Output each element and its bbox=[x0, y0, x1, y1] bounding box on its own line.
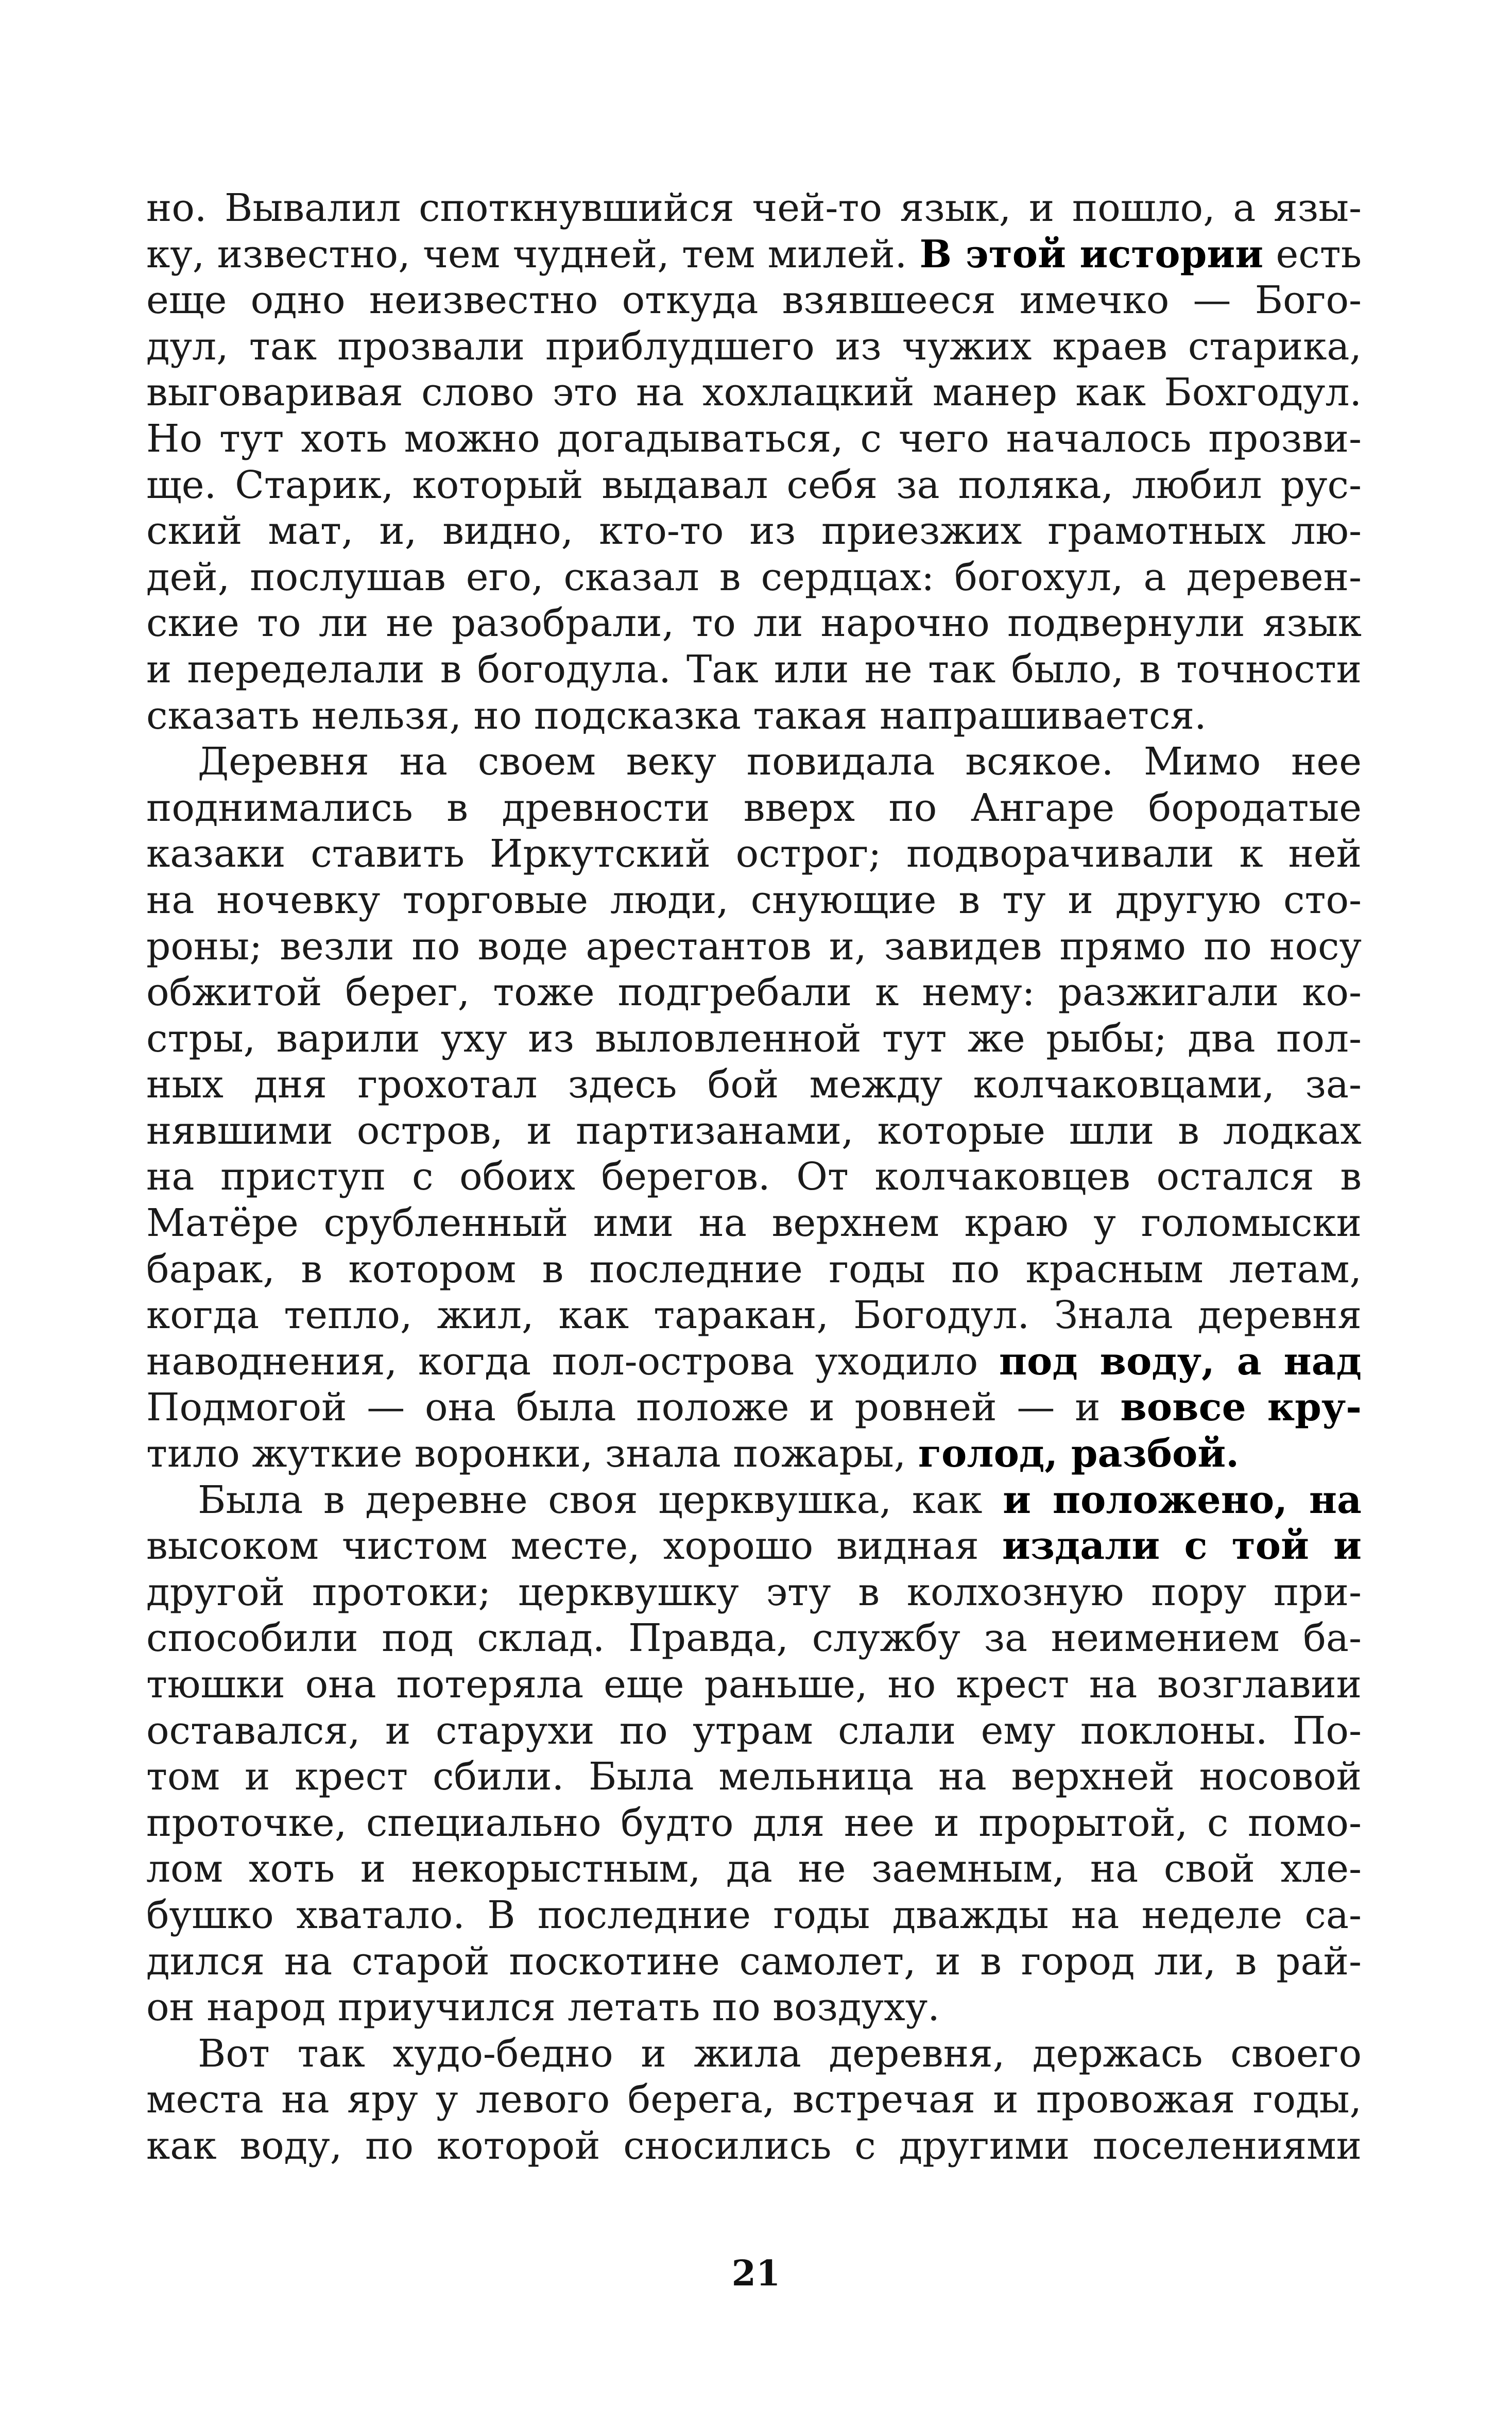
text-segment: на ночевку торговые люди, снующие в ту и другую сто- bbox=[146, 878, 1362, 922]
text-line bbox=[146, 878, 1362, 924]
text-segment: наводнения, когда пол-острова уходило bbox=[146, 1339, 999, 1384]
text-line bbox=[146, 739, 1362, 785]
text-line bbox=[146, 831, 1362, 878]
text-segment: лом хоть и некорыстным, да не заемным, на свой хле- bbox=[146, 1847, 1362, 1891]
text-line bbox=[146, 232, 1362, 278]
bold-text-segment: вовсе кру- bbox=[1120, 1385, 1362, 1430]
text-segment: нявшими остров, и партизанами, которые шли в лодках bbox=[146, 1108, 1362, 1153]
text-segment: высоком чистом месте, хорошо видная bbox=[146, 1524, 1002, 1569]
text-segment: другой протоки; церквушку эту в колхозную пору при- bbox=[146, 1570, 1362, 1614]
text-segment: тюшки она потеряла еще раньше, но крест на возглавии bbox=[146, 1662, 1362, 1707]
text-line bbox=[146, 924, 1362, 970]
page-number: 21 bbox=[731, 2253, 781, 2294]
text-line bbox=[146, 647, 1362, 693]
text-segment: выговаривая слово это на хохлацкий манер как Бохгодул. bbox=[146, 370, 1362, 415]
text-line bbox=[146, 1523, 1362, 1570]
text-segment: казаки ставить Иркутский острог; подворачивали к ней bbox=[146, 832, 1362, 876]
text-line bbox=[146, 785, 1362, 832]
text-segment: есть bbox=[1263, 232, 1362, 277]
text-segment: ские то ли не разобрали, то ли нарочно подвернули язык bbox=[146, 601, 1362, 646]
text-line bbox=[146, 2031, 1362, 2077]
text-line bbox=[146, 1708, 1362, 1754]
text-segment: проточке, специально будто для нее и прорытой, с помо- bbox=[146, 1800, 1362, 1845]
text-line bbox=[146, 278, 1362, 324]
text-segment: он народ приучился летать по воздуху. bbox=[146, 1985, 940, 2030]
text-line bbox=[146, 324, 1362, 370]
text-segment: барак, в котором в последние годы по красным летам, bbox=[146, 1247, 1362, 1292]
text-segment: роны; везли по воде арестантов и, завидев прямо по носу bbox=[146, 924, 1362, 969]
text-segment: том и крест сбили. Была мельница на верхней носовой bbox=[146, 1754, 1362, 1799]
text-segment: поднимались в древности вверх по Ангаре бородатые bbox=[146, 785, 1362, 830]
text-line bbox=[146, 370, 1362, 416]
text-segment: еще одно неизвестно откуда взявшееся имечко — Бого- bbox=[146, 278, 1362, 323]
text-segment: оставался, и старухи по утрам слали ему поклоны. По- bbox=[146, 1708, 1362, 1753]
text-segment: Матёре срубленный ими на верхнем краю у голомыски bbox=[146, 1201, 1362, 1246]
text-segment: ский мат, и, видно, кто-то из приезжих грамотных лю- bbox=[146, 509, 1362, 554]
text-line bbox=[146, 555, 1362, 601]
text-segment: Деревня на своем веку повидала всякое. Мимо нее bbox=[198, 739, 1362, 784]
text-line bbox=[146, 508, 1362, 555]
text-line bbox=[146, 970, 1362, 1016]
text-segment: ще. Старик, который выдавал себя за поляка, любил рус- bbox=[146, 462, 1362, 507]
text-line bbox=[146, 1431, 1362, 1477]
bold-text-segment: под воду, а над bbox=[999, 1339, 1362, 1384]
text-segment: бушко хватало. В последние годы дважды на неделе са- bbox=[146, 1892, 1362, 1937]
text-segment: дился на старой поскотине самолет, и в город ли, в рай- bbox=[146, 1939, 1362, 1984]
bold-text-segment: В этой истории bbox=[919, 232, 1264, 277]
text-segment: на приступ с обоих берегов. От колчаковцев остался в bbox=[146, 1155, 1362, 1199]
text-line bbox=[146, 1108, 1362, 1155]
text-segment: Но тут хоть можно догадываться, с чего началось прозви- bbox=[146, 416, 1362, 461]
text-line bbox=[146, 1385, 1362, 1431]
text-segment: стры, варили уху из выловленной тут же рыбы; два пол- bbox=[146, 1016, 1362, 1061]
text-segment: места на яру у левого берега, встречая и провожая годы, bbox=[146, 2077, 1362, 2122]
text-line bbox=[146, 1247, 1362, 1293]
body-text bbox=[146, 185, 1362, 2170]
text-segment: обжитой берег, тоже подгребали к нему: разжигали ко- bbox=[146, 970, 1362, 1015]
text-line bbox=[146, 2123, 1362, 2170]
text-line bbox=[146, 1477, 1362, 1524]
text-line bbox=[146, 1339, 1362, 1385]
text-segment: и переделали в богодула. Так или не так было, в точности bbox=[146, 647, 1362, 692]
text-segment: сказать нельзя, но подсказка такая напрашивается. bbox=[146, 693, 1207, 738]
text-segment: Вот так худо-бедно и жила деревня, держась своего bbox=[198, 2031, 1362, 2076]
text-segment: тило жуткие воронки, знала пожары, bbox=[146, 1432, 918, 1476]
text-segment: как воду, по которой сносились с другими поселениями bbox=[146, 2123, 1362, 2168]
text-line bbox=[146, 185, 1362, 232]
text-line bbox=[146, 1985, 1362, 2031]
text-line bbox=[146, 1154, 1362, 1200]
text-segment: дей, послушав его, сказал в сердцах: богохул, а деревен- bbox=[146, 555, 1362, 599]
text-segment: дул, так прозвали приблудшего из чужих краев старика, bbox=[146, 324, 1362, 369]
text-segment: ку, известно, чем чудней, тем милей. bbox=[146, 232, 920, 277]
text-segment: но. Вывалил споткнувшийся чей-то язык, и пошло, а язы- bbox=[146, 186, 1362, 230]
text-line bbox=[146, 416, 1362, 462]
text-line bbox=[146, 693, 1362, 739]
text-segment: способили под склад. Правда, службу за неимением ба- bbox=[146, 1616, 1362, 1661]
text-line bbox=[146, 1892, 1362, 1939]
text-line bbox=[146, 1062, 1362, 1108]
text-line bbox=[146, 1200, 1362, 1247]
text-line bbox=[146, 1570, 1362, 1616]
text-line bbox=[146, 1615, 1362, 1662]
bold-text-segment: и положено, на bbox=[1003, 1477, 1362, 1522]
text-line bbox=[146, 2077, 1362, 2123]
text-line bbox=[146, 600, 1362, 647]
text-line bbox=[146, 1293, 1362, 1339]
text-segment: когда тепло, жил, как таракан, Богодул. Знала деревня bbox=[146, 1293, 1362, 1338]
text-line bbox=[146, 1800, 1362, 1847]
text-segment: ных дня грохотал здесь бой между колчаковцами, за- bbox=[146, 1062, 1362, 1107]
text-line bbox=[146, 462, 1362, 509]
text-segment: Подмогой — она была положе и ровней — и bbox=[146, 1385, 1121, 1430]
text-line bbox=[146, 1754, 1362, 1800]
text-segment: Была в деревне своя церквушка, как bbox=[198, 1477, 1003, 1522]
bold-text-segment: голод, разбой. bbox=[918, 1432, 1240, 1476]
text-line bbox=[146, 1846, 1362, 1892]
text-line bbox=[146, 1662, 1362, 1708]
bold-text-segment: издали с той и bbox=[1002, 1524, 1362, 1569]
text-line bbox=[146, 1016, 1362, 1062]
text-line bbox=[146, 1939, 1362, 1985]
